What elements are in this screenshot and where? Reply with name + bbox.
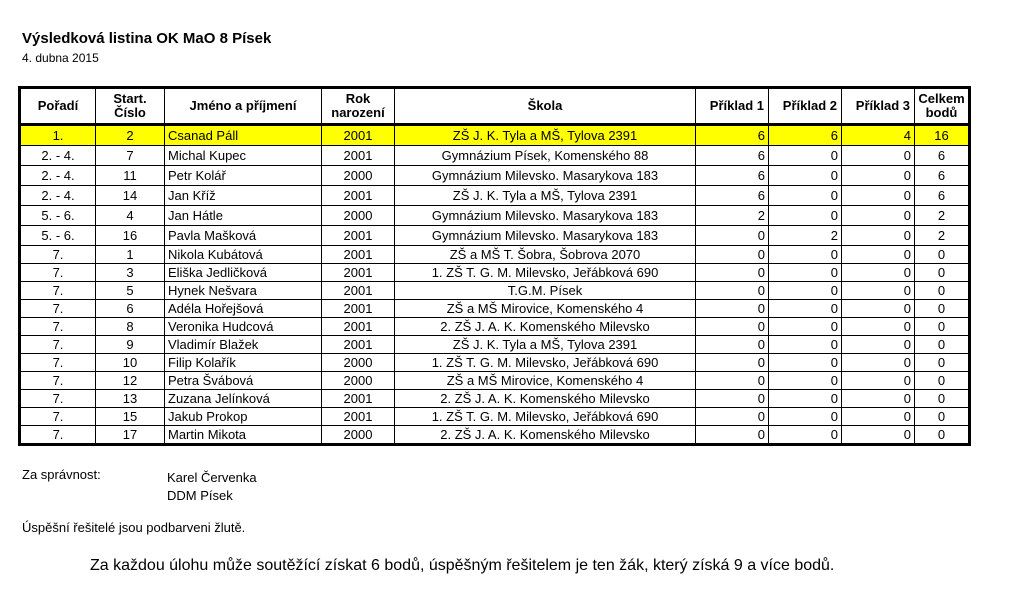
cell-problem-3: 0 (842, 354, 915, 372)
cell-problem-2: 0 (769, 206, 842, 226)
cell-start-number: 5 (96, 282, 165, 300)
verified-by (167, 469, 257, 505)
cell-total: 0 (915, 426, 970, 445)
col-school: Škola (395, 88, 696, 125)
cell-problem-1: 0 (696, 372, 769, 390)
cell-name: Filip Kolařík (165, 354, 322, 372)
cell-problem-2: 0 (769, 336, 842, 354)
cell-problem-2: 0 (769, 264, 842, 282)
cell-total: 0 (915, 336, 970, 354)
cell-birth-year: 2001 (322, 246, 395, 264)
col-problem-2: Příklad 2 (769, 88, 842, 125)
col-total: Celkem bodů (915, 88, 970, 125)
table-row (20, 264, 970, 282)
table-row (20, 166, 970, 186)
cell-name: Jan Kříž (165, 186, 322, 206)
cell-problem-2: 0 (769, 282, 842, 300)
cell-rank: 2. - 4. (20, 146, 96, 166)
cell-problem-1: 0 (696, 246, 769, 264)
cell-rank: 7. (20, 408, 96, 426)
cell-rank: 7. (20, 426, 96, 445)
col-birth-year: Rok narození (322, 88, 395, 125)
cell-problem-3: 0 (842, 282, 915, 300)
verifier-name: Karel Červenka (167, 470, 257, 485)
cell-name: Petr Kolář (165, 166, 322, 186)
cell-total: 0 (915, 354, 970, 372)
table-row (20, 226, 970, 246)
cell-school: 1. ZŠ T. G. M. Milevsko, Jeřábková 690 (395, 264, 696, 282)
cell-problem-1: 0 (696, 408, 769, 426)
cell-birth-year: 2001 (322, 390, 395, 408)
cell-name: Veronika Hudcová (165, 318, 322, 336)
cell-birth-year: 2001 (322, 125, 395, 146)
cell-problem-3: 0 (842, 186, 915, 206)
cell-start-number: 17 (96, 426, 165, 445)
cell-rank: 2. - 4. (20, 186, 96, 206)
cell-birth-year: 2000 (322, 354, 395, 372)
cell-problem-3: 0 (842, 300, 915, 318)
cell-problem-1: 0 (696, 390, 769, 408)
cell-birth-year: 2000 (322, 166, 395, 186)
results-table (18, 86, 971, 446)
cell-rank: 7. (20, 390, 96, 408)
cell-name: Petra Švábová (165, 372, 322, 390)
col-start-number: Start. Číslo (96, 88, 165, 125)
cell-rank: 7. (20, 336, 96, 354)
cell-name: Adéla Hořejšová (165, 300, 322, 318)
cell-birth-year: 2001 (322, 300, 395, 318)
cell-start-number: 8 (96, 318, 165, 336)
cell-problem-2: 2 (769, 226, 842, 246)
cell-problem-2: 0 (769, 146, 842, 166)
cell-name: Vladimír Blažek (165, 336, 322, 354)
table-row (20, 408, 970, 426)
col-problem-3: Příklad 3 (842, 88, 915, 125)
cell-problem-1: 0 (696, 336, 769, 354)
cell-rank: 2. - 4. (20, 166, 96, 186)
cell-problem-3: 4 (842, 125, 915, 146)
cell-start-number: 16 (96, 226, 165, 246)
cell-problem-3: 0 (842, 264, 915, 282)
table-header-row (20, 88, 970, 125)
cell-birth-year: 2001 (322, 186, 395, 206)
cell-birth-year: 2001 (322, 146, 395, 166)
table-row (20, 146, 970, 166)
cell-birth-year: 2001 (322, 264, 395, 282)
cell-total: 0 (915, 372, 970, 390)
cell-problem-3: 0 (842, 146, 915, 166)
cell-total: 6 (915, 186, 970, 206)
col-problem-1: Příklad 1 (696, 88, 769, 125)
cell-problem-3: 0 (842, 206, 915, 226)
cell-problem-1: 6 (696, 186, 769, 206)
cell-name: Pavla Mašková (165, 226, 322, 246)
table-row (20, 246, 970, 264)
cell-rank: 7. (20, 282, 96, 300)
cell-name: Csanad Páll (165, 125, 322, 146)
cell-total: 2 (915, 206, 970, 226)
cell-problem-2: 6 (769, 125, 842, 146)
table-row (20, 300, 970, 318)
cell-school: Gymnázium Milevsko. Masarykova 183 (395, 206, 696, 226)
scoring-rule: Za každou úlohu může soutěžící získat 6 bodů, úspěšným řešitelem je ten žák, který získá 9 a více bodů. (90, 557, 835, 574)
cell-problem-2: 0 (769, 186, 842, 206)
cell-problem-2: 0 (769, 426, 842, 445)
cell-start-number: 15 (96, 408, 165, 426)
cell-rank: 7. (20, 300, 96, 318)
cell-school: Gymnázium Milevsko. Masarykova 183 (395, 166, 696, 186)
cell-school: 2. ZŠ J. A. K. Komenského Milevsko (395, 426, 696, 445)
cell-total: 0 (915, 264, 970, 282)
page-title: Výsledková listina OK MaO 8 Písek (22, 30, 272, 47)
cell-rank: 7. (20, 354, 96, 372)
cell-total: 0 (915, 300, 970, 318)
cell-rank: 7. (20, 318, 96, 336)
cell-problem-2: 0 (769, 318, 842, 336)
cell-problem-3: 0 (842, 166, 915, 186)
cell-problem-2: 0 (769, 390, 842, 408)
cell-birth-year: 2001 (322, 282, 395, 300)
table-row (20, 426, 970, 445)
cell-rank: 7. (20, 372, 96, 390)
cell-name: Zuzana Jelínková (165, 390, 322, 408)
cell-name: Jakub Prokop (165, 408, 322, 426)
cell-start-number: 14 (96, 186, 165, 206)
cell-total: 0 (915, 318, 970, 336)
cell-start-number: 2 (96, 125, 165, 146)
cell-problem-1: 6 (696, 125, 769, 146)
cell-problem-1: 0 (696, 300, 769, 318)
cell-rank: 5. - 6. (20, 206, 96, 226)
cell-problem-1: 6 (696, 146, 769, 166)
cell-birth-year: 2001 (322, 318, 395, 336)
cell-school: ZŠ a MŠ T. Šobra, Šobrova 2070 (395, 246, 696, 264)
cell-problem-3: 0 (842, 246, 915, 264)
results-body (20, 125, 970, 445)
cell-problem-3: 0 (842, 336, 915, 354)
cell-birth-year: 2001 (322, 226, 395, 246)
cell-problem-1: 0 (696, 282, 769, 300)
cell-rank: 1. (20, 125, 96, 146)
cell-start-number: 6 (96, 300, 165, 318)
cell-problem-3: 0 (842, 372, 915, 390)
cell-problem-1: 6 (696, 166, 769, 186)
cell-total: 0 (915, 282, 970, 300)
cell-problem-3: 0 (842, 408, 915, 426)
cell-problem-3: 0 (842, 318, 915, 336)
cell-start-number: 13 (96, 390, 165, 408)
cell-school: 2. ZŠ J. A. K. Komenského Milevsko (395, 390, 696, 408)
highlight-note: Úspěšní řešitelé jsou podbarveni žlutě. (22, 520, 246, 535)
cell-start-number: 7 (96, 146, 165, 166)
cell-problem-2: 0 (769, 372, 842, 390)
cell-school: ZŠ J. K. Tyla a MŠ, Tylova 2391 (395, 336, 696, 354)
table-row (20, 390, 970, 408)
cell-school: Gymnázium Písek, Komenského 88 (395, 146, 696, 166)
cell-birth-year: 2000 (322, 206, 395, 226)
cell-problem-1: 0 (696, 264, 769, 282)
cell-start-number: 11 (96, 166, 165, 186)
table-row (20, 282, 970, 300)
cell-birth-year: 2000 (322, 372, 395, 390)
cell-problem-2: 0 (769, 246, 842, 264)
table-row (20, 186, 970, 206)
cell-name: Martin Mikota (165, 426, 322, 445)
verified-label: Za správnost: (22, 467, 101, 482)
cell-problem-2: 0 (769, 166, 842, 186)
cell-school: ZŠ a MŠ Mirovice, Komenského 4 (395, 300, 696, 318)
table-row (20, 372, 970, 390)
cell-school: ZŠ a MŠ Mirovice, Komenského 4 (395, 372, 696, 390)
cell-problem-1: 0 (696, 318, 769, 336)
cell-problem-1: 0 (696, 226, 769, 246)
cell-problem-1: 0 (696, 354, 769, 372)
table-row (20, 206, 970, 226)
cell-problem-2: 0 (769, 408, 842, 426)
col-name: Jméno a příjmení (165, 88, 322, 125)
cell-school: T.G.M. Písek (395, 282, 696, 300)
cell-birth-year: 2000 (322, 426, 395, 445)
cell-birth-year: 2001 (322, 408, 395, 426)
cell-name: Jan Hátle (165, 206, 322, 226)
cell-school: 1. ZŠ T. G. M. Milevsko, Jeřábková 690 (395, 354, 696, 372)
cell-rank: 7. (20, 246, 96, 264)
cell-name: Eliška Jedličková (165, 264, 322, 282)
cell-start-number: 4 (96, 206, 165, 226)
table-row (20, 125, 970, 146)
cell-rank: 5. - 6. (20, 226, 96, 246)
cell-problem-2: 0 (769, 354, 842, 372)
cell-name: Nikola Kubátová (165, 246, 322, 264)
cell-school: Gymnázium Milevsko. Masarykova 183 (395, 226, 696, 246)
cell-start-number: 3 (96, 264, 165, 282)
cell-problem-3: 0 (842, 226, 915, 246)
cell-total: 0 (915, 390, 970, 408)
cell-start-number: 12 (96, 372, 165, 390)
cell-birth-year: 2001 (322, 336, 395, 354)
cell-problem-2: 0 (769, 300, 842, 318)
cell-name: Michal Kupec (165, 146, 322, 166)
cell-rank: 7. (20, 264, 96, 282)
cell-start-number: 9 (96, 336, 165, 354)
cell-name: Hynek Nešvara (165, 282, 322, 300)
cell-school: 1. ZŠ T. G. M. Milevsko, Jeřábková 690 (395, 408, 696, 426)
cell-total: 0 (915, 246, 970, 264)
cell-total: 0 (915, 408, 970, 426)
cell-problem-1: 2 (696, 206, 769, 226)
cell-start-number: 10 (96, 354, 165, 372)
cell-start-number: 1 (96, 246, 165, 264)
table-row (20, 336, 970, 354)
cell-total: 16 (915, 125, 970, 146)
col-rank: Pořadí (20, 88, 96, 125)
event-date: 4. dubna 2015 (22, 51, 99, 65)
table-row (20, 318, 970, 336)
cell-problem-3: 0 (842, 390, 915, 408)
cell-total: 6 (915, 166, 970, 186)
cell-school: 2. ZŠ J. A. K. Komenského Milevsko (395, 318, 696, 336)
cell-problem-3: 0 (842, 426, 915, 445)
cell-school: ZŠ J. K. Tyla a MŠ, Tylova 2391 (395, 186, 696, 206)
cell-total: 6 (915, 146, 970, 166)
verifier-org: DDM Písek (167, 488, 233, 503)
cell-problem-1: 0 (696, 426, 769, 445)
cell-school: ZŠ J. K. Tyla a MŠ, Tylova 2391 (395, 125, 696, 146)
cell-total: 2 (915, 226, 970, 246)
table-row (20, 354, 970, 372)
